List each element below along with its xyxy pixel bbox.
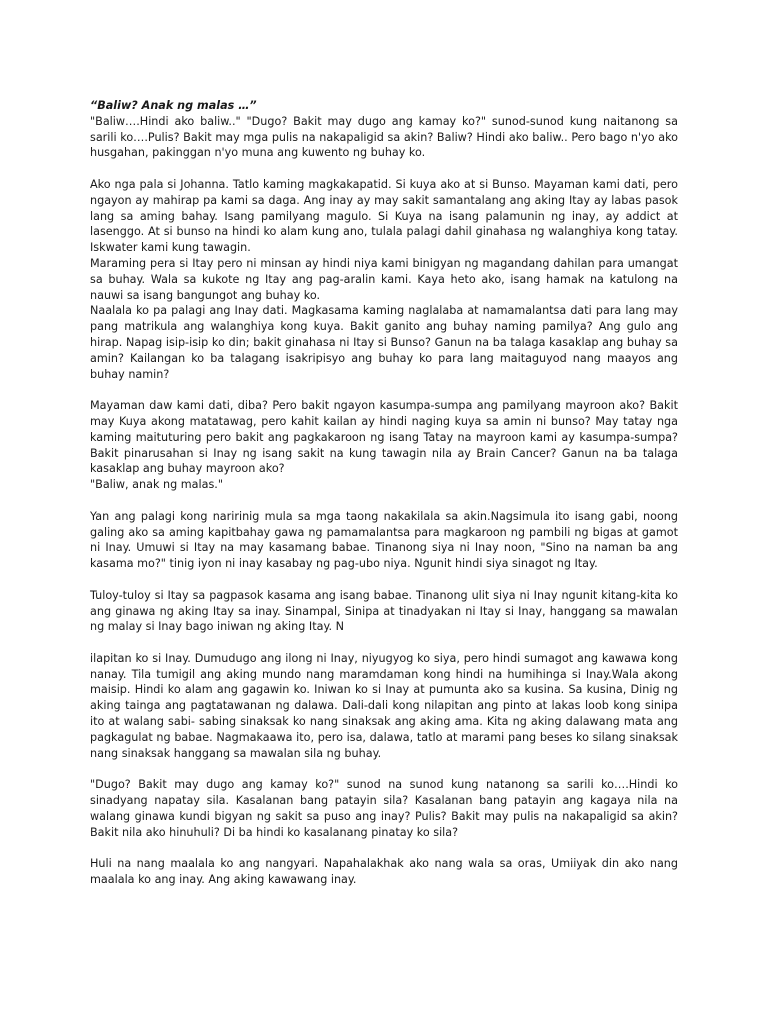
paragraph-quote: "Baliw, anak ng malas." [90, 478, 223, 492]
paragraph-kitchen: ilapitan ko si Inay. Dumudugo ang ilong ni Inay, niyugyog ko siya, pero hindi sumagot ang kawawa kong nanay. Tila tumigil ang aking mundo nang maramdaman kong hindi na humihinga si Inay.Wala akong maisip. Hindi ko alam ang gagawin ko. Iniwan ko si Inay at pumunta ako sa kusina. Sa kusina, Dinig ng aking tainga ang pagtatawanan ng dalawa. Dali-dali kong nilapitan ang pinto at lakas loob kong sinipa ito at walang sabi- sabing sinaksak ko nang sinaksak ang aking ama. Kita ng aking dalawang mata ang pagkagulat ng babae. Nagmakaawa ito, pero isa, dalawa, tatlo at marami pang beses ko silang sinaksak nang sinaksak hanggang sa mawalan sila ng buhay. [90, 651, 678, 760]
paragraph-spacer [90, 840, 678, 856]
paragraph-spacer [90, 761, 678, 777]
paragraph-spacer [90, 493, 678, 509]
paragraph-ending: Huli na nang maalala ko ang nangyari. Napahalakhak ako nang wala sa oras, Umiiyak din ako nang maalala ko ang inay. Ang aking kawawang inay. [90, 857, 678, 887]
paragraph-spacer [90, 572, 678, 588]
story-title: “Baliw? Anak ng malas …” [90, 99, 257, 112]
paragraph-father: Maraming pera si Itay pero ni minsan ay hindi niya kami binigyan ng magandang dahilan para umangat sa buhay. Wala sa kukote ng Itay ang pag-aralin kami. Kaya heto ako, isang hamak na katulong na nauwi sa isang bangungot ang buhay ko. [90, 256, 678, 302]
paragraph-spacer [90, 635, 678, 651]
paragraph-spacer [90, 382, 678, 398]
paragraph-intro: "Baliw….Hindi ako baliw.." "Dugo? Bakit may dugo ang kamay ko?" sunod-sunod kung naitanong sa sarili ko….Pulis? Bakit may mga pulis na nakapaligid sa akin? Baliw? Hindi ako baliw.. Pero bago n'yo ako husgahan, pakinggan n'yo muna ang kuwento ng buhay ko. [90, 114, 678, 160]
document-page [90, 98, 678, 888]
paragraph-spacer [90, 161, 678, 177]
paragraph-questions: Mayaman daw kami dati, diba? Pero bakit ngayon kasumpa-sumpa ang pamilyang mayroon ako? Bakit may Kuya akong matatawag, pero kahit kailan ay hindi naging kuya sa amin ni bunso? May tatay nga kaming maituturing pero bakit ang pagkakaroon ng isang Tatay na mayroon kami ay kasumpa-sumpa? Bakit pinarusahan si Inay ng isang sakit na kung tawagin nila ay Brain Cancer? Ganun na ba talaga kasaklap ang buhay mayroon ako? [90, 399, 678, 476]
paragraph-violence: Tuloy-tuloy si Itay sa pagpasok kasama ang isang babae. Tinanong ulit siya ni Inay ngunit kitang-kita ko ang ginawa ng aking Itay sa inay. Sinampal, Sinipa at tinadyakan ni Itay si Inay, hanggang sa mawalan ng malay si Inay bago iniwan ng aking Itay. N [90, 588, 678, 634]
paragraph-blood: "Dugo? Bakit may dugo ang kamay ko?" sunod na sunod kung natanong sa sarili ko….Hindi ko sinadyang napatay sila. Kasalanan bang patayin sila? Kasalanan bang patayin ang kagaya nila na walang ginawa kundi bigyan ng sakit sa puso ang inay? Pulis? Bakit may pulis na nakapaligid sa akin? Bakit nila ako hinuhuli? Di ba hindi ko kasalanang pinatay ko sila? [90, 778, 678, 839]
paragraph-family: Ako nga pala si Johanna. Tatlo kaming magkakapatid. Si kuya ako at si Bunso. Mayaman kami dati, pero ngayon ay mahirap pa kami sa daga. Ang inay ay may sakit samantalang ang aking Itay ay labas pasok lang sa aming bahay. Isang pamilyang magulo. Si Kuya na isang palamunin ng inay, ay addict at lasenggo. At si bunso na hindi ko alam kung ano, tulala palagi dahil ginahasa ng walanghiya kong tatay. Iskwater kami kung tawagin. [90, 177, 678, 255]
paragraph-memories: Naalala ko pa palagi ang Inay dati. Magkasama kaming naglalaba at namamalantsa dati para lang may pang matrikula ang walanghiya kong kuya. Bakit ganito ang buhay naming pamilya? Ang gulo ang hirap. Napag isip-isip ko din; bakit ginahasa ni Itay si Bunso? Ganun na ba talaga kasaklap ang buhay sa amin? Kailangan ko ba talagang isakripisyo ang buhay ko para lang maitaguyod nang maayos ang buhay namin? [90, 304, 678, 381]
paragraph-night: Yan ang palagi kong naririnig mula sa mga taong nakakilala sa akin.Nagsimula ito isang gabi, noong galing ako sa aming kapitbahay gawa ng pamamalantsa para magkaroon ng pambili ng bigas at gamot ni Inay. Umuwi si Itay na may kasamang babae. Tinanong siya ni Inay noon, "Sino na naman ba ang kasama mo?" tinig iyon ni inay kasabay ng pag-ubo niya. Ngunit hindi siya sinagot ng Itay. [90, 509, 678, 571]
